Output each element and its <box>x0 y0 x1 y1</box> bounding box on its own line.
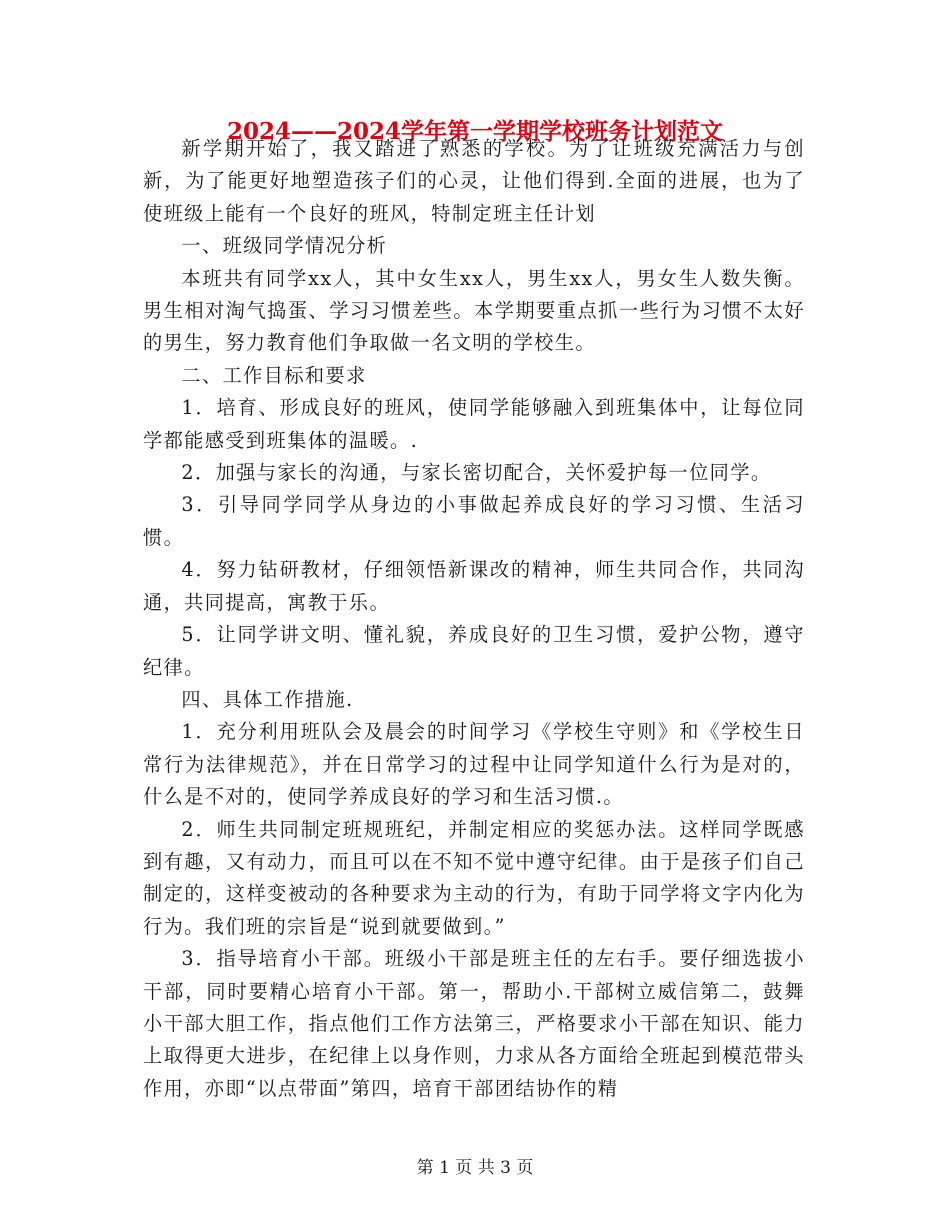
section-heading-measures: 四、具体工作措施. <box>181 687 354 711</box>
list-item-measure-2: 2．师生共同制定班规班纪，并制定相应的奖惩办法。这样同学既感到有趣，又有动力，而且可以在不知不觉中遵守纪律。由于是孩子们自己制定的，这样变被动的各种要求为主动的行为，有助于同学将文字内化为行为。我们班的宗旨是“说到就要做到。” <box>143 817 805 938</box>
list-item-goal-3: 3．引导同学同学从身边的小事做起养成良好的学习习惯、生活习惯。 <box>143 493 805 549</box>
document-body <box>143 133 805 1105</box>
list-item-goal-2: 2．加强与家长的沟通，与家长密切配合，关怀爱护每一位同学。 <box>181 461 772 485</box>
list-item-goal-1: 1．培育、形成良好的班风，使同学能够融入到班集体中，让每位同学都能感受到班集体的温暖。. <box>143 396 805 452</box>
document-title: 2024——2024学年第一学期学校班务计划范文 <box>226 118 724 145</box>
page-number-footer: 第 1 页 共 3 页 <box>416 1158 534 1178</box>
paragraph-class-analysis: 本班共有同学xx人，其中女生xx人，男生xx人，男女生人数失衡。男生相对淘气捣蛋、学习习惯差些。本学期要重点抓一些行为习惯不太好的男生，努力教育他们争取做一名文明的学校生。 <box>143 266 805 355</box>
list-item-measure-3: 3．指导培育小干部。班级小干部是班主任的左右手。要仔细选拔小干部，同时要精心培育小干部。第一，帮助小.干部树立威信第二，鼓舞小干部大胆工作，指点他们工作方法第三，严格要求小干部在知识、能力上取得更大进步，在纪律上以身作则，力求从各方面给全班起到模范带头作用，亦即“以点带面”第四，培育干部团结协作的精 <box>143 947 805 1100</box>
list-item-goal-4: 4．努力钻研教材，仔细领悟新课改的精神，师生共同合作，共同沟通，共同提高，寓教于乐。 <box>143 558 805 614</box>
section-heading-goals: 二、工作目标和要求 <box>181 363 367 387</box>
section-heading-class-analysis: 一、班级同学情况分析 <box>181 234 388 258</box>
list-item-measure-1: 1．充分利用班队会及晨会的时间学习《学校生守则》和《学校生日常行为法律规范》，并在日常学习的过程中让同学知道什么行为是对的，什么是不对的，使同学养成良好的学习和生活习惯.。 <box>143 720 805 809</box>
list-item-goal-5: 5．让同学讲文明、懂礼貌，养成良好的卫生习惯，爱护公物，遵守纪律。 <box>143 623 805 679</box>
paragraph-intro: 新学期开始了，我又踏进了熟悉的学校。为了让班级充满活力与创新，为了能更好地塑造孩子们的心灵，让他们得到.全面的进展，也为了使班级上能有一个良好的班风，特制定班主任计划 <box>143 137 805 225</box>
